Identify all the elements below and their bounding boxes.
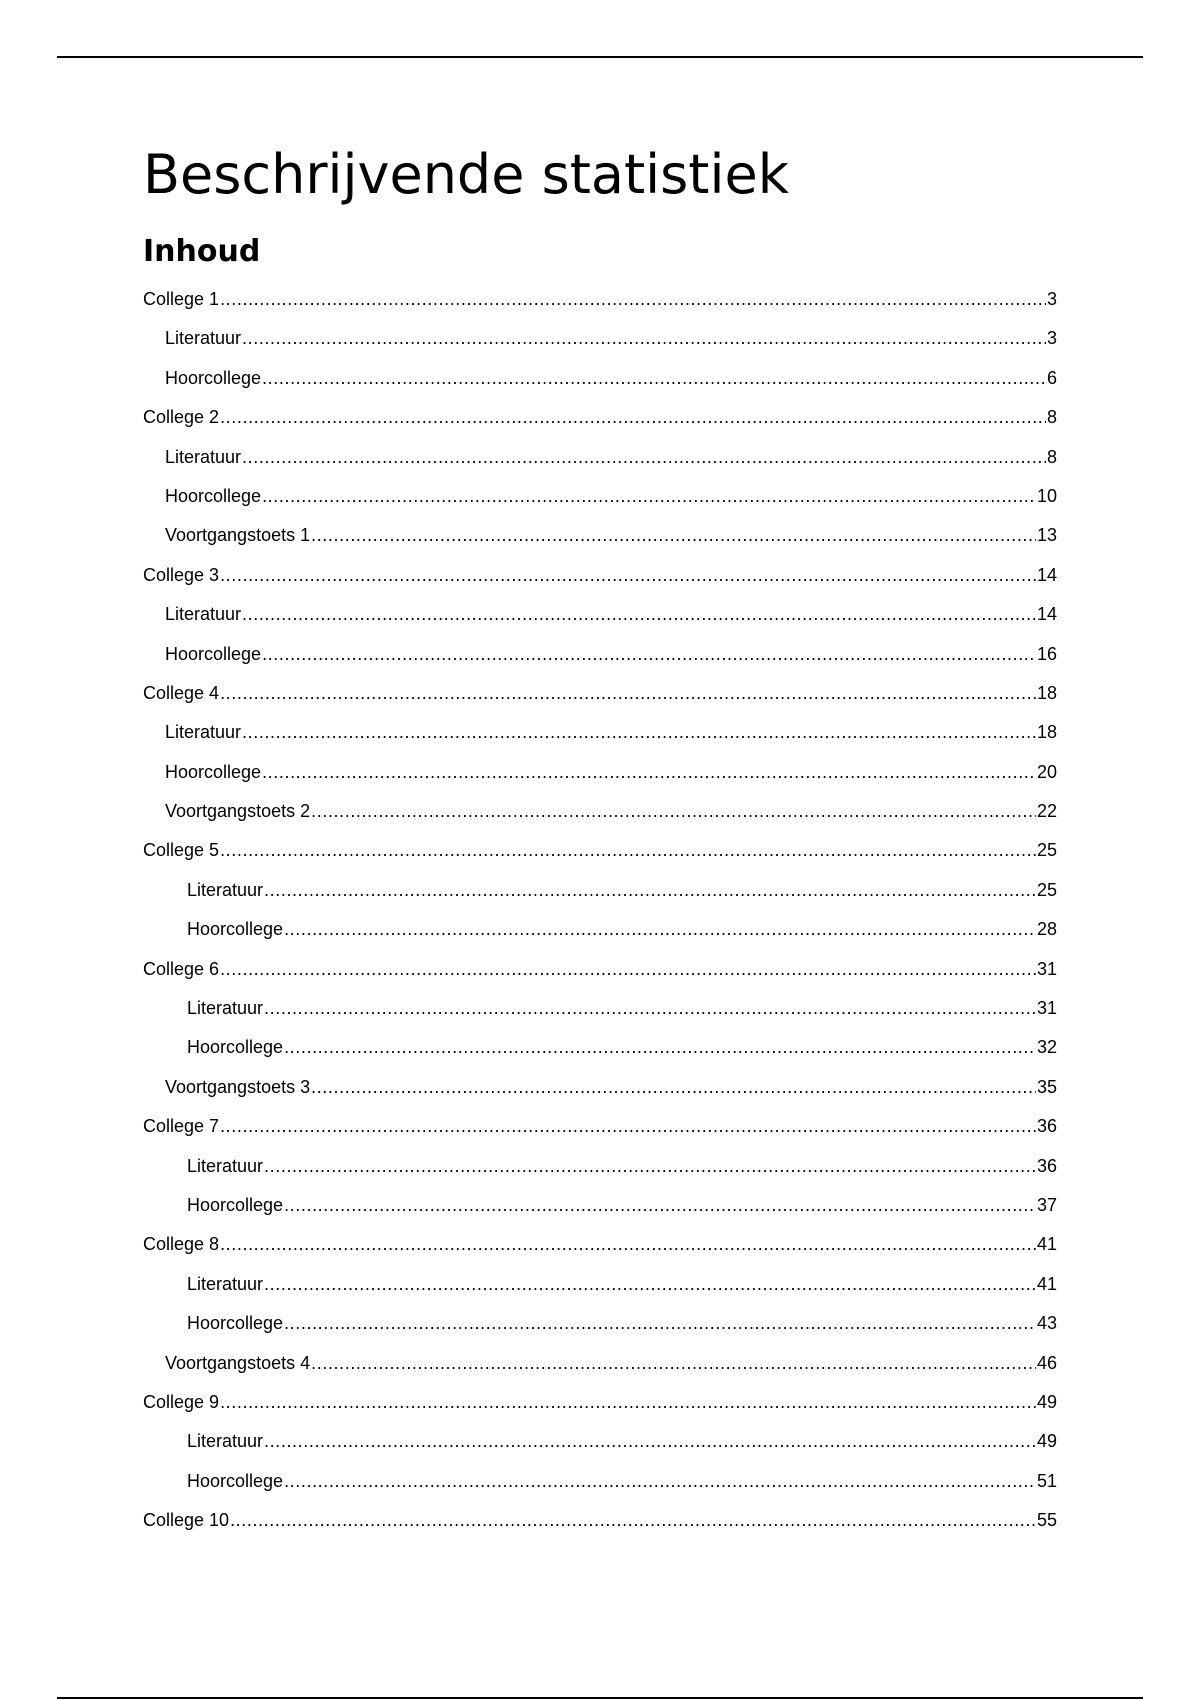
- toc-entry-page-number: 18: [1036, 682, 1057, 703]
- toc-entry-label: College 7: [143, 1116, 220, 1137]
- toc-entry[interactable]: [143, 1186, 1057, 1225]
- toc-entry[interactable]: [143, 1265, 1057, 1304]
- toc-dot-leader: [262, 477, 1036, 516]
- toc-entry-label: Literatuur: [165, 446, 242, 467]
- toc-entry-page-number: 8: [1046, 407, 1057, 428]
- toc-dot-leader: [284, 910, 1036, 949]
- toc-dot-leader: [284, 1304, 1036, 1343]
- toc-dot-leader: [220, 556, 1036, 595]
- toc-entry[interactable]: [143, 1501, 1057, 1540]
- toc-entry[interactable]: [143, 1462, 1057, 1501]
- toc-entry-page-number: 31: [1036, 998, 1057, 1019]
- toc-entry[interactable]: [143, 1107, 1057, 1146]
- toc-entry[interactable]: [143, 792, 1057, 831]
- toc-entry-label: College 3: [143, 564, 220, 585]
- toc-entry-page-number: 36: [1036, 1155, 1057, 1176]
- toc-entry-page-number: 14: [1036, 564, 1057, 585]
- toc-dot-leader: [311, 516, 1036, 555]
- toc-entry-label: Hoorcollege: [165, 485, 262, 506]
- toc-entry-label: College 2: [143, 407, 220, 428]
- toc-entry-label: Voortgangstoets 3: [165, 1076, 311, 1097]
- toc-entry[interactable]: [143, 1422, 1057, 1461]
- toc-entry-page-number: 10: [1036, 485, 1057, 506]
- toc-entry-label: Hoorcollege: [187, 1313, 284, 1334]
- toc-dot-leader: [264, 989, 1036, 1028]
- toc-entry-label: Literatuur: [165, 604, 242, 625]
- table-of-contents: [143, 280, 1057, 1541]
- toc-entry-page-number: 13: [1036, 525, 1057, 546]
- toc-entry-label: Voortgangstoets 2: [165, 801, 311, 822]
- toc-entry-page-number: 16: [1036, 643, 1057, 664]
- toc-entry-label: Hoorcollege: [187, 1037, 284, 1058]
- toc-entry-label: Literatuur: [187, 1155, 264, 1176]
- toc-dot-leader: [311, 1068, 1036, 1107]
- toc-entry-label: Voortgangstoets 1: [165, 525, 311, 546]
- toc-entry[interactable]: [143, 477, 1057, 516]
- toc-entry-label: Literatuur: [187, 1273, 264, 1294]
- toc-entry[interactable]: [143, 1304, 1057, 1343]
- toc-entry-page-number: 6: [1046, 367, 1057, 388]
- toc-dot-leader: [242, 595, 1036, 634]
- toc-dot-leader: [220, 674, 1036, 713]
- toc-dot-leader: [220, 831, 1036, 870]
- toc-entry-page-number: 22: [1036, 801, 1057, 822]
- toc-entry[interactable]: [143, 438, 1057, 477]
- toc-entry-page-number: 25: [1036, 879, 1057, 900]
- toc-entry-label: Hoorcollege: [165, 643, 262, 664]
- toc-dot-leader: [262, 359, 1046, 398]
- toc-entry-page-number: 49: [1036, 1391, 1057, 1412]
- toc-dot-leader: [262, 635, 1036, 674]
- toc-entry-label: Hoorcollege: [165, 367, 262, 388]
- toc-entry-label: Literatuur: [187, 998, 264, 1019]
- toc-entry-page-number: 14: [1036, 604, 1057, 625]
- toc-entry-page-number: 49: [1036, 1431, 1057, 1452]
- toc-dot-leader: [311, 792, 1036, 831]
- toc-entry[interactable]: [143, 595, 1057, 634]
- toc-dot-leader: [230, 1501, 1036, 1540]
- toc-entry-page-number: 18: [1036, 722, 1057, 743]
- toc-dot-leader: [220, 280, 1046, 319]
- toc-entry-label: Literatuur: [187, 1431, 264, 1452]
- toc-dot-leader: [264, 1422, 1036, 1461]
- toc-entry-label: Literatuur: [165, 722, 242, 743]
- toc-entry-label: Hoorcollege: [187, 919, 284, 940]
- toc-entry-page-number: 41: [1036, 1273, 1057, 1294]
- toc-dot-leader: [284, 1028, 1036, 1067]
- toc-entry-label: College 10: [143, 1510, 230, 1531]
- toc-entry-page-number: 28: [1036, 919, 1057, 940]
- toc-entry-label: College 1: [143, 289, 220, 309]
- toc-entry[interactable]: [143, 1225, 1057, 1264]
- toc-entry[interactable]: [143, 1383, 1057, 1422]
- toc-entry-label: College 4: [143, 682, 220, 703]
- toc-dot-leader: [284, 1186, 1036, 1225]
- toc-dot-leader: [311, 1344, 1036, 1383]
- toc-entry-label: Voortgangstoets 4: [165, 1352, 311, 1373]
- toc-dot-leader: [220, 398, 1046, 437]
- toc-entry-page-number: 32: [1036, 1037, 1057, 1058]
- toc-entry[interactable]: [143, 674, 1057, 713]
- toc-entry[interactable]: [143, 319, 1057, 358]
- toc-entry-label: Hoorcollege: [187, 1194, 284, 1215]
- toc-entry[interactable]: [143, 713, 1057, 752]
- toc-entry-page-number: 43: [1036, 1313, 1057, 1334]
- toc-dot-leader: [264, 1147, 1036, 1186]
- toc-entry-label: Literatuur: [187, 879, 264, 900]
- toc-dot-leader: [242, 319, 1046, 358]
- toc-entry-page-number: 55: [1036, 1510, 1057, 1531]
- toc-entry-page-number: 3: [1046, 289, 1057, 309]
- toc-entry-label: College 5: [143, 840, 220, 861]
- toc-entry[interactable]: [143, 1344, 1057, 1383]
- toc-entry[interactable]: [143, 280, 1057, 319]
- toc-entry[interactable]: [143, 871, 1057, 910]
- toc-entry[interactable]: [143, 516, 1057, 555]
- header-rule: [57, 56, 1143, 58]
- toc-entry-page-number: 3: [1046, 328, 1057, 349]
- toc-entry[interactable]: [143, 359, 1057, 398]
- toc-entry-label: Hoorcollege: [187, 1470, 284, 1491]
- toc-dot-leader: [262, 753, 1036, 792]
- toc-entry[interactable]: [143, 1068, 1057, 1107]
- toc-dot-leader: [264, 871, 1036, 910]
- toc-entry[interactable]: [143, 556, 1057, 595]
- toc-entry-page-number: 37: [1036, 1194, 1057, 1215]
- toc-entry-page-number: 51: [1036, 1470, 1057, 1491]
- toc-entry-label: College 6: [143, 958, 220, 979]
- toc-entry[interactable]: [143, 398, 1057, 437]
- toc-entry-page-number: 46: [1036, 1352, 1057, 1373]
- toc-entry-label: College 9: [143, 1391, 220, 1412]
- toc-entry[interactable]: [143, 753, 1057, 792]
- toc-entry-label: Literatuur: [165, 328, 242, 349]
- toc-entry-label: Hoorcollege: [165, 761, 262, 782]
- toc-dot-leader: [220, 1383, 1036, 1422]
- toc-heading: Inhoud: [143, 234, 261, 269]
- document-title: Beschrijvende statistiek: [143, 143, 789, 206]
- toc-dot-leader: [220, 1225, 1036, 1264]
- toc-dot-leader: [220, 950, 1036, 989]
- toc-entry-page-number: 31: [1036, 958, 1057, 979]
- toc-dot-leader: [242, 438, 1046, 477]
- toc-entry-page-number: 8: [1046, 446, 1057, 467]
- toc-entry[interactable]: [143, 635, 1057, 674]
- toc-entry-page-number: 35: [1036, 1076, 1057, 1097]
- toc-entry[interactable]: [143, 910, 1057, 949]
- toc-entry-page-number: 20: [1036, 761, 1057, 782]
- toc-entry[interactable]: [143, 989, 1057, 1028]
- toc-dot-leader: [284, 1462, 1036, 1501]
- toc-entry[interactable]: [143, 1028, 1057, 1067]
- toc-entry[interactable]: [143, 950, 1057, 989]
- toc-dot-leader: [264, 1265, 1036, 1304]
- toc-entry-page-number: 36: [1036, 1116, 1057, 1137]
- footer-rule: [57, 1697, 1143, 1699]
- toc-entry[interactable]: [143, 1147, 1057, 1186]
- toc-entry-page-number: 41: [1036, 1234, 1057, 1255]
- toc-entry-page-number: 25: [1036, 840, 1057, 861]
- toc-entry[interactable]: [143, 831, 1057, 870]
- toc-dot-leader: [242, 713, 1036, 752]
- toc-dot-leader: [220, 1107, 1036, 1146]
- toc-entry-label: College 8: [143, 1234, 220, 1255]
